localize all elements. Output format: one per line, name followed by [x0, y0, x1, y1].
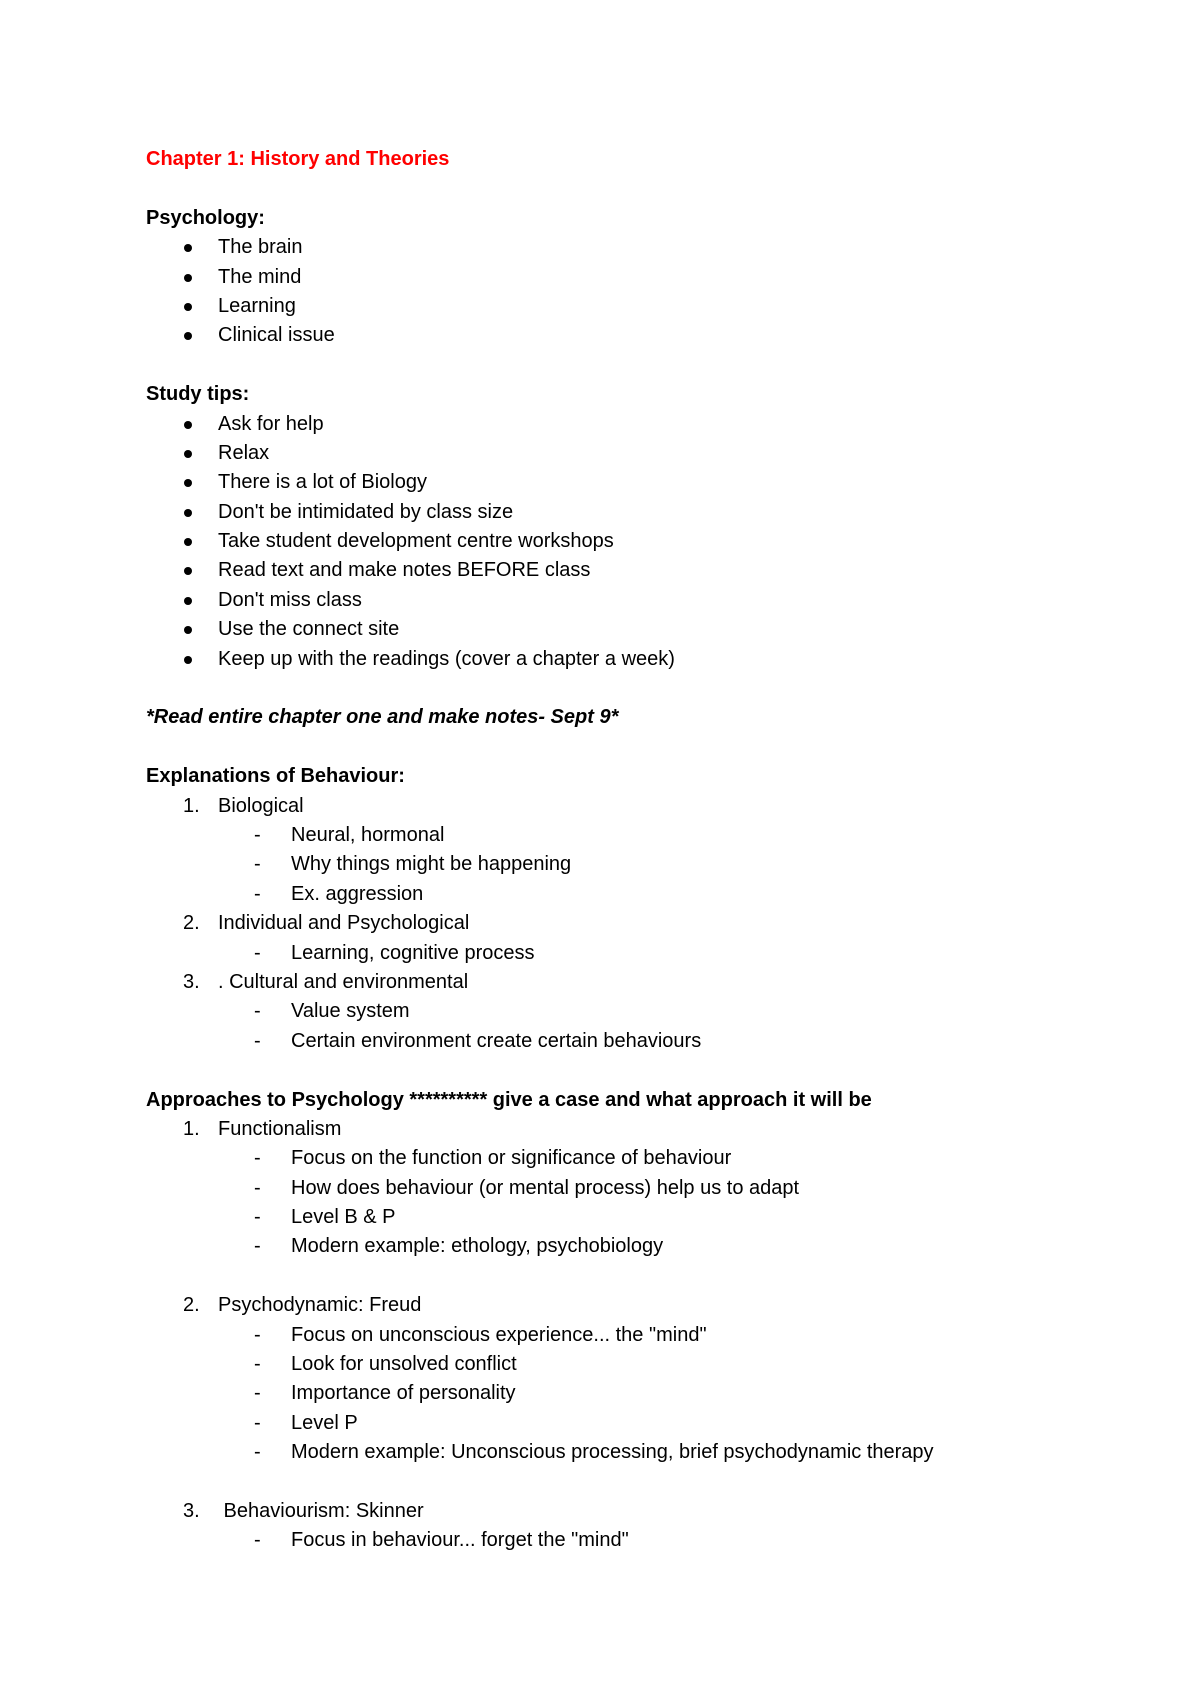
study-tips-list: [146, 410, 1146, 675]
sub-item: - Value system: [254, 1000, 410, 1023]
approaches-heading: Approaches to Psychology ********** give a case and what approach it will be: [146, 1088, 872, 1111]
numbered-item: 1. Biological: [183, 794, 304, 817]
sub-item: - Modern example: Unconscious processing, brief psychodynamic therapy: [254, 1441, 934, 1464]
bullet-icon: [184, 656, 192, 664]
list-item: Don't miss class: [146, 586, 1146, 615]
list-item: Relax: [146, 439, 1146, 468]
numbered-item: 3. . Cultural and environmental: [183, 970, 469, 993]
bullet-icon: [184, 567, 192, 575]
sub-item: - Ex. aggression: [254, 882, 424, 905]
numbered-item: 2. Psychodynamic: Freud: [183, 1294, 422, 1317]
numbered-item: 1. Functionalism: [183, 1117, 342, 1140]
list-item: The brain: [146, 233, 1146, 262]
sub-item: - Level B & P: [254, 1206, 396, 1229]
list-item: Ask for help: [146, 410, 1146, 439]
psychology-list: [146, 233, 1146, 351]
list-item: There is a lot of Biology: [146, 468, 1146, 497]
bullet-icon: [184, 626, 192, 634]
list-item: Read text and make notes BEFORE class: [146, 556, 1146, 585]
bullet-icon: [184, 274, 192, 282]
psychology-heading: Psychology:: [146, 206, 265, 229]
sub-item: - Look for unsolved conflict: [254, 1353, 517, 1376]
sub-item: - Focus on unconscious experience... the "mind": [254, 1323, 707, 1346]
sub-item: - Level P: [254, 1411, 358, 1434]
reading-note: *Read entire chapter one and make notes- Sept 9*: [146, 706, 619, 729]
list-item: The mind: [146, 263, 1146, 292]
sub-item: - Modern example: ethology, psychobiology: [254, 1235, 664, 1258]
sub-item: - Neural, hormonal: [254, 823, 445, 846]
sub-item: - Focus in behaviour... forget the "mind": [254, 1529, 629, 1552]
list-item: Take student development centre workshops: [146, 527, 1146, 556]
list-item: Don't be intimidated by class size: [146, 498, 1146, 527]
numbered-item: 3. Behaviourism: Skinner: [183, 1499, 424, 1522]
sub-item: - Learning, cognitive process: [254, 941, 535, 964]
bullet-icon: [184, 303, 192, 311]
approaches-list: [146, 1115, 1146, 1556]
sub-item: - Certain environment create certain behaviours: [254, 1029, 702, 1052]
sub-item: - How does behaviour (or mental process) help us to adapt: [254, 1176, 800, 1199]
list-item: Clinical issue: [146, 321, 1146, 350]
bullet-icon: [184, 479, 192, 487]
chapter-title: Chapter 1: History and Theories: [146, 148, 450, 170]
explanations-heading: Explanations of Behaviour:: [146, 765, 405, 788]
list-item: Keep up with the readings (cover a chapter a week): [146, 645, 1146, 674]
bullet-icon: [184, 332, 192, 340]
bullet-icon: [184, 509, 192, 517]
explanations-list: [146, 792, 1146, 1057]
sub-item: - Importance of personality: [254, 1382, 516, 1405]
bullet-icon: [184, 244, 192, 252]
numbered-item: 2. Individual and Psychological: [183, 912, 470, 935]
bullet-icon: [184, 597, 192, 605]
list-item: Learning: [146, 292, 1146, 321]
document-page: [146, 145, 1146, 1556]
bullet-icon: [184, 538, 192, 546]
bullet-icon: [184, 421, 192, 429]
list-item: Use the connect site: [146, 615, 1146, 644]
bullet-icon: [184, 450, 192, 458]
sub-item: - Focus on the function or significance of behaviour: [254, 1147, 732, 1170]
sub-item: - Why things might be happening: [254, 853, 572, 876]
study-tips-heading: Study tips:: [146, 383, 250, 406]
